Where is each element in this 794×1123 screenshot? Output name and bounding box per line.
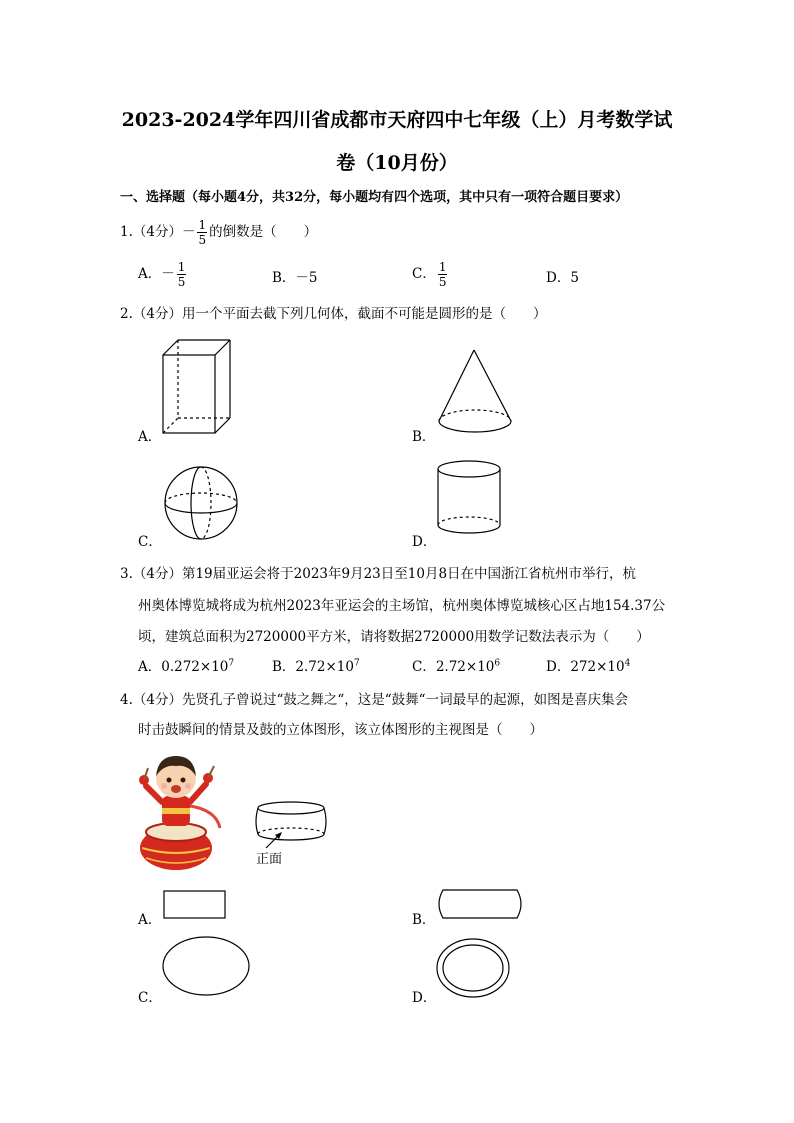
drummer-child-illustration (136, 750, 226, 875)
front-view-label: 正面 (256, 852, 283, 867)
q1-c-den: 5 (438, 275, 447, 289)
q1-c-fraction (438, 260, 448, 289)
page-title: 2023-2024学年四川省成都市天府四中七年级（上）月考数学试 (121, 109, 673, 131)
q2-option-b-label[interactable]: B． (412, 429, 436, 445)
q4-option-b-label[interactable]: B． (412, 912, 436, 928)
q1-option-a[interactable] (138, 260, 188, 289)
q3-b-exponent: 7 (353, 658, 360, 669)
q3-option-b[interactable] (272, 655, 360, 675)
question-4-line-2: 时击鼓瞬间的情景及鼓的立体图形，该立体图形的主视图是（ ） (138, 722, 543, 738)
q1-option-d[interactable]: D．5 (546, 270, 579, 286)
q1-suffix: 的倒数是（ ） (209, 224, 318, 240)
q1-option-b[interactable]: B．－5 (272, 270, 318, 286)
q2-option-d-label[interactable]: D． (412, 534, 437, 550)
q1-frac-num: 1 (198, 218, 207, 232)
q3-b-text: B．2.72×10 (272, 659, 354, 675)
sphere-figure (163, 465, 239, 541)
q1-frac-den: 5 (198, 233, 207, 247)
question-3-line-2: 州奥体博览城将成为杭州2023年亚运会的主场馆，杭州奥体博览城核心区占地154.37公 (138, 598, 666, 614)
q1-c-num: 1 (438, 260, 447, 274)
q3-c-exponent: 6 (494, 658, 501, 669)
question-1-stem (120, 218, 317, 247)
q1-fraction (197, 218, 207, 247)
q1-c-label: C． (412, 266, 436, 282)
q4-option-c-label[interactable]: C． (138, 990, 162, 1006)
cone-figure (436, 348, 516, 436)
q3-option-c[interactable] (412, 655, 500, 675)
front-view-arrow-icon (264, 830, 286, 850)
q2-option-c-label[interactable]: C． (138, 534, 162, 550)
question-3-line-1: 3.（4分）第19届亚运会将于2023年9月23日至10月8日在中国浙江省杭州市举行，杭 (120, 566, 637, 582)
q4-option-d-label[interactable]: D． (412, 990, 437, 1006)
q4-option-a-label[interactable]: A． (138, 912, 162, 928)
ellipse-view-figure (162, 936, 252, 998)
q3-d-text: D．272×10 (546, 659, 625, 675)
page-title-continued: 卷（10月份） (336, 152, 458, 174)
q1-a-den: 5 (177, 275, 186, 289)
q1-a-label: A．－ (138, 266, 175, 282)
barrel-view-figure (437, 888, 527, 920)
question-2-stem: 2.（4分）用一个平面去截下列几何体，截面不可能是圆形的是（ ） (120, 306, 547, 322)
q2-option-a-label[interactable]: A． (138, 429, 162, 445)
question-4-line-1: 4.（4分）先贤孔子曾说过“鼓之舞之“，这是“鼓舞“一词最早的起源，如图是喜庆集会 (120, 692, 629, 708)
q3-a-text: A．0.272×10 (138, 659, 229, 675)
double-ellipse-view-figure (436, 938, 512, 1000)
cylinder-figure (436, 458, 504, 544)
rectangular-prism-figure (160, 335, 232, 437)
q1-a-fraction (177, 260, 187, 289)
question-3-line-3: 顷，建筑总面积为2720000平方米，请将数据2720000用数学记数法表示为（ ） (138, 629, 650, 645)
q1-prefix: 1.（4分）－ (120, 224, 196, 240)
section-heading: 一、选择题（每小题4分，共32分，每小题均有四个选项，其中只有一项符合题目要求） (120, 190, 629, 205)
q3-d-exponent: 4 (624, 658, 631, 669)
q3-option-a[interactable] (138, 655, 234, 675)
q3-a-exponent: 7 (228, 658, 235, 669)
rectangle-view-figure (163, 890, 227, 920)
q3-option-d[interactable] (546, 655, 630, 675)
q1-a-num: 1 (177, 260, 186, 274)
q3-c-text: C．2.72×10 (412, 659, 495, 675)
q1-option-c[interactable] (412, 260, 449, 289)
